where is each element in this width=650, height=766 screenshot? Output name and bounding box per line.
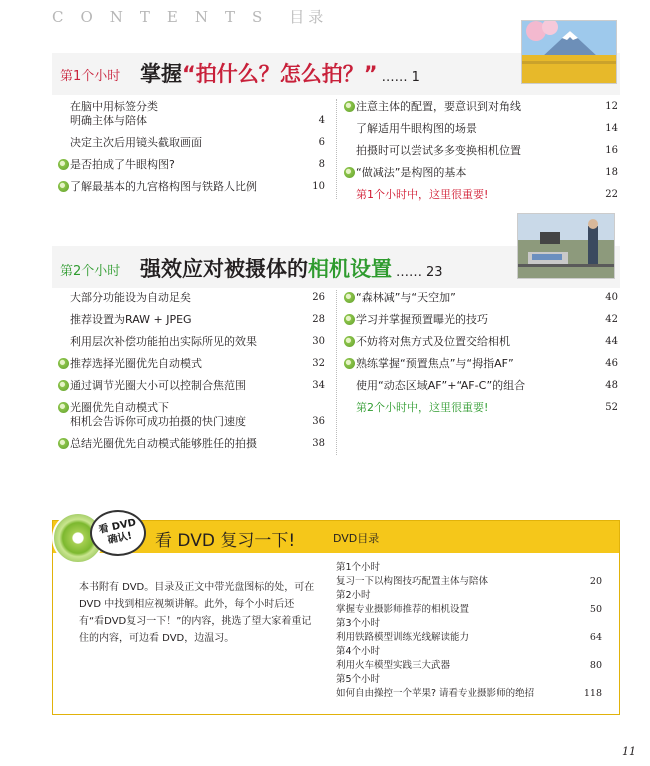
toc-entry-page: 10 — [312, 181, 325, 192]
toc-entry[interactable] — [346, 100, 618, 114]
toc-entry-page: 22 — [605, 189, 618, 200]
toc-entry[interactable] — [60, 335, 325, 349]
chapter1-dots: …… — [381, 70, 408, 85]
dvd-item-title: 利用火车模型实践三大武器 — [336, 660, 451, 671]
dvd-title: 看 DVD 复习一下! — [155, 531, 296, 551]
dvd-item-page: 20 — [589, 576, 602, 587]
toc-entry-title: 学习并掌握预置曝光的技巧 — [356, 313, 488, 326]
toc-entry-page: 4 — [318, 115, 325, 126]
dvd-disc-icon — [58, 380, 69, 391]
toc-entry-page: 12 — [605, 101, 618, 112]
toc-entry-page: 34 — [312, 380, 325, 391]
toc-entry-title: 是否拍成了牛眼构图? — [70, 158, 175, 171]
toc-entry-title: 第1个小时中，这里很重要! — [356, 188, 489, 201]
toc-entry-title: 注意主体的配置，要意识到对角线 — [356, 100, 521, 113]
toc-entry-title: 推荐设置为RAW + JPEG — [70, 313, 192, 326]
toc-entry[interactable] — [346, 357, 618, 371]
dvd-item-page: 80 — [589, 660, 602, 671]
toc-entry-page: 52 — [605, 402, 618, 413]
toc-entry[interactable] — [346, 291, 618, 305]
toc-entry-page: 26 — [312, 292, 325, 303]
chapter2-divider — [336, 290, 337, 455]
toc-entry-page: 14 — [605, 123, 618, 134]
chapter2-dots: …… — [396, 265, 422, 280]
dvd-item-title: 复习一下以构图技巧配置主体与陪体 — [336, 576, 489, 587]
toc-entry[interactable] — [60, 401, 325, 429]
chapter2-label: 第2个小时 — [60, 264, 121, 279]
toc-entry[interactable] — [346, 401, 618, 415]
dvd-disc-icon — [344, 314, 355, 325]
toc-entry-page: 16 — [605, 145, 618, 156]
toc-entry-page: 40 — [605, 292, 618, 303]
toc-entry-page: 30 — [312, 336, 325, 347]
toc-entry[interactable] — [346, 313, 618, 327]
chapter2-title[interactable] — [140, 253, 443, 283]
toc-entry-page: 36 — [312, 416, 325, 427]
dvd-item-hour: 第3个小时 — [336, 618, 381, 629]
toc-entry-page: 28 — [312, 314, 325, 325]
dvd-item-title: 利用铁路模型训练光线解读能力 — [336, 632, 470, 643]
dvd-list-item[interactable] — [336, 617, 602, 645]
toc-entry-title: 通过调节光圈大小可以控制合焦范围 — [70, 379, 246, 392]
toc-entry[interactable] — [60, 437, 325, 451]
dvd-disc-icon — [58, 402, 69, 413]
toc-entry-page: 8 — [318, 159, 325, 170]
toc-entry[interactable] — [346, 379, 618, 393]
toc-entry-page: 44 — [605, 336, 618, 347]
dvd-list-item[interactable] — [336, 645, 602, 673]
chapter2-right-column — [346, 291, 618, 423]
page-number: 11 — [622, 745, 636, 758]
dvd-disc-icon — [344, 336, 355, 347]
toc-entry-page: 18 — [605, 167, 618, 178]
toc-entry-title-line2: 相机会告诉你可成功拍摄的快门速度 — [70, 415, 246, 428]
toc-entry[interactable] — [60, 136, 325, 150]
toc-entry[interactable] — [60, 291, 325, 305]
toc-entry-title: 拍摄时可以尝试多多变换相机位置 — [356, 144, 521, 157]
toc-entry-title: 光圈优先自动模式下 — [70, 401, 169, 414]
toc-entry[interactable] — [346, 122, 618, 136]
dvd-list — [336, 561, 602, 701]
chapter1-divider — [336, 99, 337, 199]
dvd-item-page: 50 — [589, 604, 602, 615]
toc-entry-page: 42 — [605, 314, 618, 325]
chapter1-right-column — [346, 100, 618, 210]
toc-entry-title: 利用层次补偿功能拍出实际所见的效果 — [70, 335, 257, 348]
dvd-list-item[interactable] — [336, 561, 602, 589]
toc-entry[interactable] — [346, 144, 618, 158]
toc-entry-page: 32 — [312, 358, 325, 369]
chapter2-title-pre: 强效应对被摄体的 — [140, 257, 308, 281]
toc-entry[interactable] — [60, 357, 325, 371]
dvd-badge: 看 DVD 确认! — [97, 517, 138, 547]
dvd-item-hour: 第1个小时 — [336, 562, 381, 573]
toc-entry[interactable] — [346, 335, 618, 349]
dvd-item-hour: 第2小时 — [336, 590, 371, 601]
chapter2-left-column — [60, 291, 325, 459]
dvd-disc-icon — [344, 101, 355, 112]
chapter1-title-pre: 掌握 — [140, 62, 182, 86]
toc-entry-page: 6 — [318, 137, 325, 148]
dvd-disc-icon — [344, 358, 355, 369]
dvd-item-hour: 第5个小时 — [336, 674, 381, 685]
dvd-disc-icon — [58, 181, 69, 192]
dvd-list-item[interactable] — [336, 673, 602, 701]
dvd-disc-icon — [58, 358, 69, 369]
chapter2-photo-railway — [517, 213, 615, 279]
toc-entry-title: “做减法”是构图的基本 — [356, 166, 467, 179]
toc-entry-title: 熟练掌握“预置焦点”与“拇指AF” — [356, 357, 514, 370]
dvd-item-title: 掌握专业摄影师推荐的相机设置 — [336, 604, 470, 615]
toc-entry[interactable] — [346, 188, 618, 202]
toc-entry[interactable] — [60, 158, 325, 172]
toc-entry-title: 使用“动态区域AF”+“AF-C”的组合 — [356, 379, 526, 392]
chapter2-page: 23 — [426, 265, 443, 280]
dvd-item-page: 118 — [583, 688, 602, 699]
chapter1-label: 第1个小时 — [60, 69, 121, 84]
toc-entry-title: 总结光圈优先自动模式能够胜任的拍摄 — [70, 437, 257, 450]
dvd-disc-icon — [58, 438, 69, 449]
toc-entry-title: 第2个小时中，这里很重要! — [356, 401, 489, 414]
contents-cn: 目录 — [289, 8, 328, 26]
toc-entry[interactable] — [60, 379, 325, 393]
toc-entry-title: “森林减”与“天空加” — [356, 291, 456, 304]
chapter2-title-highlight: 相机设置 — [308, 257, 392, 281]
toc-entry-page: 48 — [605, 380, 618, 391]
toc-entry-title: 不妨将对焦方式及位置交给相机 — [356, 335, 510, 348]
chapter1-title-highlight: “拍什么？怎么拍？” — [182, 62, 378, 86]
toc-entry[interactable] — [60, 100, 325, 128]
toc-entry-page: 38 — [312, 438, 325, 449]
dvd-disc-icon — [58, 159, 69, 170]
contents-latin: CONTENTS — [52, 8, 280, 26]
dvd-list-item[interactable] — [336, 589, 602, 617]
chapter1-page: 1 — [411, 70, 420, 85]
contents-header — [52, 6, 327, 27]
toc-entry[interactable] — [346, 166, 618, 180]
toc-entry-title: 决定主次后用镜头截取画面 — [70, 136, 202, 149]
toc-entry-title: 了解适用牛眼构图的场景 — [356, 122, 477, 135]
dvd-disc-icon — [344, 292, 355, 303]
dvd-item-title: 如何自由操控一个苹果? 请看专业摄影师的绝招 — [336, 688, 535, 699]
toc-entry-title: 推荐选择光圈优先自动模式 — [70, 357, 202, 370]
toc-entry[interactable] — [60, 313, 325, 327]
toc-entry-title: 了解最基本的九宫格构图与铁路人比例 — [70, 180, 257, 193]
chapter1-title[interactable] — [140, 58, 420, 88]
dvd-item-hour: 第4个小时 — [336, 646, 381, 657]
toc-entry-title-line2: 明确主体与陪体 — [70, 114, 147, 127]
toc-entry-title: 大部分功能设为自动足矣 — [70, 291, 191, 304]
dvd-disc-icon — [344, 167, 355, 178]
chapter1-photo-mountain — [521, 20, 617, 84]
dvd-list-title: DVD目录 — [333, 532, 380, 545]
dvd-description: 本书附有 DVD。目录及正文中带光盘图标的处，可在 DVD 中找到相应视频讲解。此外，每个小时后还有“看DVD复习一下！”的内容，挑选了望大家着重记住的内容，可边看 DVD，边温习。 — [79, 582, 315, 644]
dvd-item-page: 64 — [589, 632, 602, 643]
toc-entry-title: 在脑中用标签分类 — [70, 100, 158, 113]
toc-entry[interactable] — [60, 180, 325, 194]
chapter1-left-column — [60, 100, 325, 202]
toc-entry-page: 46 — [605, 358, 618, 369]
